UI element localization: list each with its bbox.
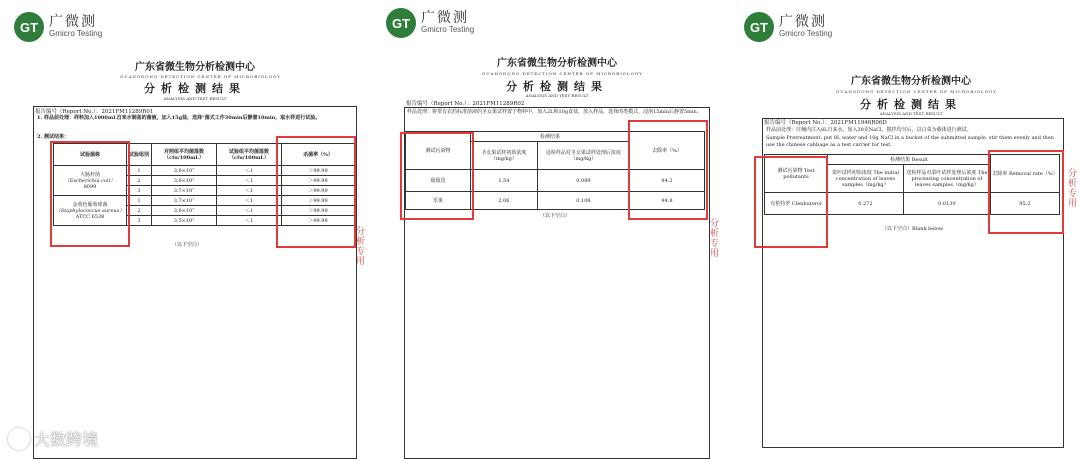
table-row: 金黄色葡萄球菌 （Staphylococcus aureus） ATCC 6538 1 3.7×10⁷ ＜1 ＞99.99	[54, 196, 355, 206]
report-panel-3	[732, 0, 1080, 461]
col-header-processed: 适检样品对圣女果试样处理后浓度（mg/kg）	[537, 142, 629, 170]
official-stamp: 分析专用	[710, 219, 720, 259]
col-header-initial: 圣女果试样初始浓度（mg/kg）	[471, 142, 538, 170]
col-header-group: 试验组别	[127, 144, 152, 166]
center-name-en: GUANGDONG DETECTION CENTER OF MICROBIOLOGY	[836, 89, 997, 94]
sample-pretreatment: 样品处理：将带有农药标准溶液的圣女果试样置于物料中，加入2L和10g食盐，放入样品，选择肉类模式，浸泡15min后静置5min。	[407, 109, 702, 115]
watermark-text: 大数跨境	[34, 430, 99, 449]
blank-below: （以下空白）	[540, 213, 571, 219]
report-panel-2	[372, 0, 730, 461]
logo-name-cn: 广微测	[779, 13, 827, 30]
report-number: 报告编号（Report No.）：2021FM11946R06D	[764, 120, 887, 126]
highlight-pollutant-column	[400, 132, 474, 220]
company-logo	[14, 12, 102, 42]
col-header-rate: 去除率（%）	[630, 132, 705, 170]
highlight-rate-column	[628, 120, 708, 220]
col-header-pollutant: 测试污染物	[406, 132, 471, 170]
table-row: 2 3.6×10⁷ ＜1 ＞99.99	[54, 176, 355, 186]
report-title-en: ANALYSIS AND TEST RESULT	[163, 96, 227, 101]
table-row: 乐果 2.06 0.108 94.8	[406, 192, 705, 210]
table-row: 2 3.6×10⁷ ＜1 ＞99.99	[54, 206, 355, 216]
blank-below: （以下空白）	[172, 242, 203, 248]
table-row: 大肠杆菌 （Escherichia coli） 8099 1 3.6×10⁷ ＜1 ＞99.99	[54, 166, 355, 176]
sample-pretreatment: 样品前处理：往桶内注入8L自来水，加入30克NaCl，搅拌均匀后，以白菜为载体进行测试。	[766, 127, 972, 133]
report-panel-1	[0, 0, 366, 461]
official-stamp: 分析专用	[356, 227, 366, 267]
center-name: 广东省微生物分析检测中心	[851, 76, 971, 87]
center-name: 广东省微生物分析检测中心	[135, 62, 255, 73]
report-title-en: ANALYSIS AND TEST RESULT	[525, 93, 589, 98]
report-title: 分析检测结果	[144, 82, 246, 95]
center-name: 广东省微生物分析检测中心	[497, 58, 617, 69]
logo-name-cn: 广微测	[421, 9, 469, 26]
col-header-result: 检测结果 Result	[828, 155, 991, 165]
logo-name-cn: 广微测	[49, 13, 97, 30]
highlight-pollutant-column	[754, 156, 828, 248]
highlight-rate-column	[276, 136, 356, 248]
highlight-rate-column	[988, 150, 1064, 234]
col-header-processed: 送检样品对菜叶试样处理后浓度 The processing concentration of leaves samples（mg/kg）	[903, 165, 990, 193]
official-stamp: 分析专用	[1068, 169, 1078, 209]
logo-icon: GT	[386, 8, 416, 38]
table-row: 克伦特罗 Clenbuterol 0.272 0.0130 95.2	[765, 193, 1060, 215]
col-header-pollutant: 测试污染物 Test pollutants	[765, 155, 828, 193]
watermark-icon	[8, 428, 30, 450]
center-name-en: GUANGDONG DETECTION CENTER OF MICROBIOLOGY	[120, 74, 281, 79]
strain-cell: 大肠杆菌 （Escherichia coli） 8099	[54, 166, 127, 196]
strain-cell: 金黄色葡萄球菌 （Staphylococcus aureus） ATCC 6538	[54, 196, 127, 226]
col-header-test: 试验组平均菌落数（cfu/100mL）	[217, 144, 282, 166]
report-title: 分析检测结果	[860, 98, 962, 111]
logo-icon: GT	[744, 12, 774, 42]
col-header-control: 对照组平均菌落数（cfu/100mL）	[152, 144, 217, 166]
company-logo	[744, 12, 832, 42]
watermark	[8, 427, 98, 450]
logo-name-en: Gmicro Testing	[49, 29, 103, 39]
report-number: 报告编号（Report No.）：2021FM11289R01	[35, 109, 154, 115]
sample-pretreatment-en: Sample Pretreatment: put 8L water and 10g NaCl in a bucket of the submitted sample, stir them evenly and then use the chinese cabbage as a test carrier for test.	[766, 135, 1054, 148]
table-row: 3 3.7×10⁷ ＜1 ＞99.99	[54, 186, 355, 196]
col-header-strain: 试验菌株	[54, 144, 127, 166]
test-result-label: 2. 测试结果：	[37, 134, 69, 140]
center-name-en: GUANGDONG DETECTION CENTER OF MICROBIOLOGY	[482, 71, 643, 76]
company-logo	[386, 8, 474, 38]
report-title-en: ANALYSIS AND TEST RESULT	[879, 111, 943, 116]
table-row: 敌敌畏 1.54 0.089 94.2	[406, 170, 705, 192]
highlight-strain-column	[50, 141, 130, 247]
col-header-rate: 杀菌率（%）	[282, 144, 355, 166]
report-title: 分析检测结果	[506, 80, 608, 93]
logo-icon: GT	[14, 12, 44, 42]
col-header-result: 检测结果	[471, 132, 630, 142]
table-row: 3 3.5×10⁷ ＜1 ＞99.99	[54, 216, 355, 226]
col-header-initial: 菜叶试样初始浓度 The initial concentration of leaves samples（mg/kg）	[828, 165, 904, 193]
blank-below: （以下空白）Blank below	[882, 226, 944, 232]
report-number: 报告编号（Report No.）：2021FM11289R02	[406, 101, 525, 107]
logo-name-en: Gmicro Testing	[779, 29, 833, 39]
logo-name-en: Gmicro Testing	[421, 25, 475, 35]
sample-pretreatment: 1. 样品前处理：样料加入1000mL自来水制备的菌液，加入15g盐，选择"菌式工作30min后静置10min，取水样进行试验。	[37, 115, 321, 121]
col-header-rate: 去除率 Removal rate（%）	[991, 155, 1060, 193]
